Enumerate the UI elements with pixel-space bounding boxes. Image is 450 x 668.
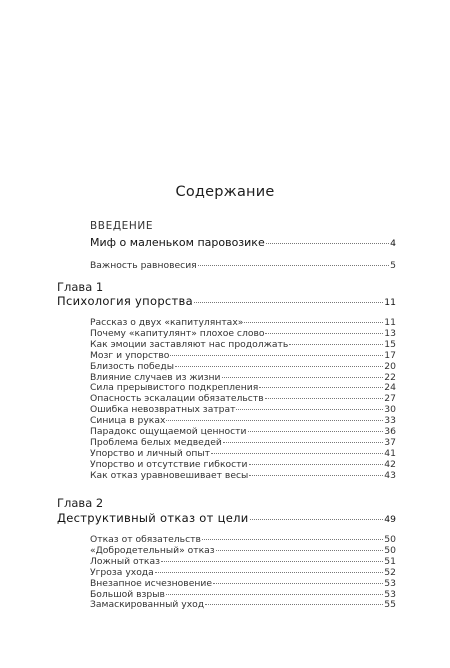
entry-page: 50	[384, 544, 396, 556]
intro-title-entry[interactable]	[90, 237, 396, 250]
entry-title: Парадокс ощущаемой ценности	[90, 426, 247, 437]
entry-page: 30	[384, 404, 396, 416]
entry-page: 24	[384, 382, 396, 394]
entry-page: 22	[384, 371, 396, 383]
entry-title: Почему «капитулянт» плохое слово	[90, 327, 265, 339]
entry-page: 11	[384, 297, 396, 308]
dot-leader	[249, 464, 384, 465]
dot-leader	[194, 302, 383, 303]
dot-leader	[175, 366, 383, 367]
entry-page: 52	[384, 566, 396, 578]
entry-page: 43	[384, 469, 396, 481]
entry-title: Миф о маленьком паровозике	[90, 236, 265, 249]
dot-leader	[265, 398, 384, 399]
entry-title: Упорство и личный опыт	[90, 447, 210, 459]
dot-leader	[289, 344, 383, 345]
page-title: Содержание	[175, 184, 275, 200]
entry-page: 15	[384, 338, 396, 350]
entry-title: Ложный отказ	[90, 555, 160, 567]
entry-title: Проблема белых медведей	[90, 436, 222, 448]
entry-page: 53	[384, 577, 396, 589]
dot-leader	[166, 420, 383, 421]
entry-page: 41	[384, 447, 396, 459]
toc-entry[interactable]	[90, 470, 396, 482]
dot-leader	[213, 583, 383, 584]
entry-page: 55	[384, 599, 396, 611]
entry-page: 17	[384, 349, 396, 361]
toc-entry[interactable]	[90, 599, 396, 611]
dot-leader	[161, 561, 383, 562]
entry-page: 42	[384, 458, 396, 470]
dot-leader	[249, 475, 383, 476]
entry-page: 5	[390, 260, 396, 271]
dot-leader	[223, 442, 383, 443]
entry-title: Как эмоции заставляют нас продолжать	[90, 338, 289, 350]
entry-page: 50	[384, 534, 396, 545]
entry-title: Рассказ о двух «капитулянтах»	[90, 317, 244, 328]
entry-title: Большой взрыв	[90, 588, 165, 600]
entry-page: 4	[390, 238, 396, 249]
entry-title: Замаскированный уход	[90, 599, 205, 611]
entry-page: 11	[384, 317, 396, 328]
entry-title: Внезапное исчезновение	[90, 577, 212, 589]
dot-leader	[250, 519, 384, 520]
dot-leader	[222, 377, 384, 378]
entry-page: 53	[384, 588, 396, 600]
entry-title: Как отказ уравновешивает весы	[90, 469, 249, 481]
entry-page: 49	[384, 514, 396, 525]
dot-leader	[211, 453, 383, 454]
entry-title: Важность равновесия	[90, 260, 197, 271]
entry-title: Упорство и отсутствие гибкости	[90, 458, 248, 470]
entry-page: 36	[384, 426, 396, 437]
dot-leader	[259, 387, 383, 388]
entry-title: Деструктивный отказ от цели	[57, 511, 249, 525]
entry-title: Близость победы	[90, 360, 174, 372]
entry-title: Ошибка невозвратных затрат	[90, 404, 236, 416]
chapter-label: Глава 1	[57, 280, 104, 294]
entry-page: 13	[384, 327, 396, 339]
dot-leader	[205, 604, 383, 605]
entry-title: Сила прерывистого подкрепления	[90, 382, 259, 394]
chapter-title-entry[interactable]	[57, 295, 396, 309]
chapter-label: Глава 2	[57, 496, 104, 510]
dot-leader	[216, 550, 384, 551]
dot-leader	[266, 243, 389, 244]
dot-leader	[202, 539, 383, 540]
dot-leader	[236, 409, 383, 410]
entry-title: «Добродетельный» отказ	[90, 544, 215, 556]
dot-leader	[248, 431, 384, 432]
dot-leader	[166, 594, 383, 595]
dot-leader	[170, 355, 383, 356]
entry-title: Влияние случаев из жизни	[90, 371, 221, 383]
dot-leader	[155, 572, 384, 573]
entry-title: Мозг и упорство	[90, 349, 170, 361]
entry-title: Угроза ухода	[90, 566, 154, 578]
entry-title: Синица в руках	[90, 415, 166, 427]
entry-page: 37	[384, 436, 396, 448]
toc-entry[interactable]	[90, 260, 396, 272]
entry-page: 33	[384, 415, 396, 427]
entry-page: 51	[384, 555, 396, 567]
entry-title: Отказ от обязательств	[90, 534, 201, 545]
dot-leader	[198, 265, 389, 266]
entry-page: 20	[384, 360, 396, 372]
dot-leader	[244, 322, 383, 323]
entry-title: Опасность эскалации обязательств	[90, 393, 264, 405]
entry-title: Психология упорства	[57, 294, 193, 308]
entry-page: 27	[384, 393, 396, 405]
dot-leader	[265, 333, 383, 334]
chapter-title-entry[interactable]	[57, 512, 396, 526]
intro-label: ВВЕДЕНИЕ	[90, 220, 154, 232]
